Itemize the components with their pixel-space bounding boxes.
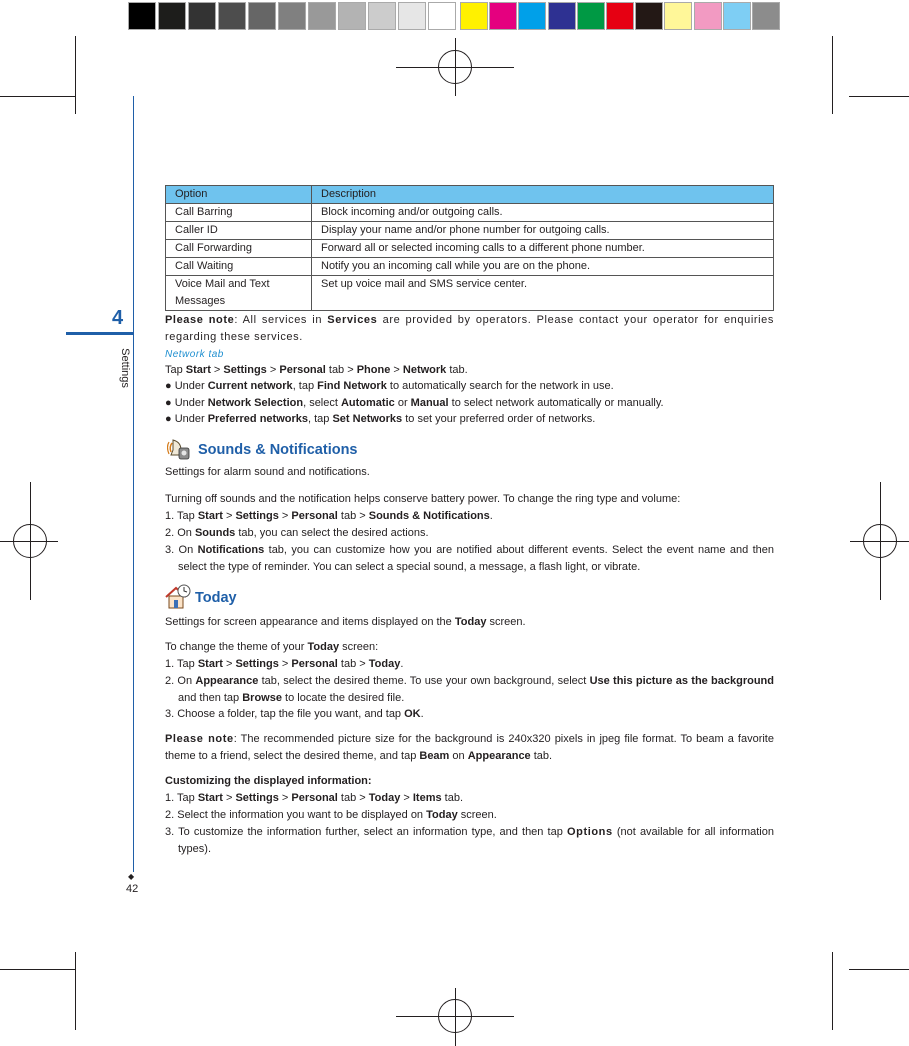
chapter-name: Settings bbox=[119, 348, 131, 388]
table-row bbox=[166, 258, 774, 276]
gray-swatch bbox=[308, 2, 336, 30]
list-item: 2. On Sounds tab, you can select the desired actions. bbox=[165, 527, 429, 539]
color-swatch bbox=[460, 2, 488, 30]
color-swatch bbox=[694, 2, 722, 30]
table-cell: Caller ID bbox=[166, 222, 312, 240]
table-cell: Notify you an incoming call while you are on the phone. bbox=[312, 258, 774, 276]
table-cell: Call Barring bbox=[166, 204, 312, 222]
gray-swatch bbox=[158, 2, 186, 30]
sound-notification-icon bbox=[167, 438, 191, 460]
color-swatch bbox=[606, 2, 634, 30]
list-item: 3. On Notifications tab, you can customize how you are notified about different events. Select the event name and then select the type of reminder. You can select a special sound, a message, a flash light, or vibrate. bbox=[165, 544, 774, 573]
gray-swatch bbox=[428, 2, 456, 30]
table-cell: Voice Mail and Text Messages bbox=[166, 276, 312, 311]
list-item: 1. Tap Start > Settings > Personal tab > Sounds & Notifications. bbox=[165, 510, 493, 522]
gray-swatch bbox=[338, 2, 366, 30]
gray-swatch bbox=[218, 2, 246, 30]
table-cell: Call Waiting bbox=[166, 258, 312, 276]
color-swatch bbox=[518, 2, 546, 30]
color-swatch bbox=[635, 2, 663, 30]
list-item: ● Under Preferred networks, tap Set Networks to set your preferred order of networks. bbox=[165, 413, 596, 425]
gray-swatch bbox=[368, 2, 396, 30]
page-marker-icon: ◆ bbox=[128, 872, 135, 881]
color-swatch bbox=[664, 2, 692, 30]
customize-heading: Customizing the displayed information: bbox=[165, 775, 372, 787]
sounds-paragraph: Turning off sounds and the notification helps conserve battery power. To change the ring type and volume: bbox=[165, 493, 681, 505]
table-row bbox=[166, 204, 774, 222]
network-tab-heading: Network tab bbox=[165, 349, 224, 360]
today-home-icon bbox=[163, 584, 191, 610]
list-item: 2. Select the information you want to be displayed on Today screen. bbox=[165, 809, 497, 821]
services-note: Please note: All services in Services are provided by operators. Please contact your operator for enquiries regarding these services. bbox=[165, 314, 774, 343]
background-note: Please note: The recommended picture size for the background is 240x320 pixels in jpeg file format. To beam a favorite theme to a friend, select the desired theme, and tap Beam on Appearance tab. bbox=[165, 733, 774, 762]
column-header-option: Option bbox=[166, 186, 312, 204]
table-cell: Block incoming and/or outgoing calls. bbox=[312, 204, 774, 222]
table-row bbox=[166, 276, 774, 311]
table-row bbox=[166, 240, 774, 258]
chapter-number: 4 bbox=[112, 307, 124, 329]
table-header-row bbox=[166, 186, 774, 204]
options-table bbox=[165, 185, 774, 311]
sounds-title: Sounds & Notifications bbox=[198, 442, 358, 458]
gray-swatch bbox=[188, 2, 216, 30]
page-number: 42 bbox=[126, 883, 139, 895]
color-swatch bbox=[577, 2, 605, 30]
today-title: Today bbox=[195, 590, 237, 606]
list-item: ● Under Current network, tap Find Network to automatically search for the network in use. bbox=[165, 380, 614, 392]
color-swatch bbox=[723, 2, 751, 30]
list-item: 2. On Appearance tab, select the desired theme. To use your own background, select Use this picture as the background and then tap Browse to locate the desired file. bbox=[165, 675, 774, 704]
list-item: 3. To customize the information further, select an information type, and then tap Options (not available for all information types). bbox=[165, 826, 774, 855]
list-item: 3. Choose a folder, tap the file you want, and tap OK. bbox=[165, 708, 424, 720]
gray-swatch bbox=[128, 2, 156, 30]
column-header-description: Description bbox=[312, 186, 774, 204]
color-swatch bbox=[548, 2, 576, 30]
today-intro: Settings for screen appearance and items displayed on the Today screen. bbox=[165, 616, 526, 628]
list-item: ● Under Network Selection, select Automatic or Manual to select network automatically or manually. bbox=[165, 397, 664, 409]
sounds-section-header bbox=[165, 438, 774, 462]
gray-swatch bbox=[248, 2, 276, 30]
color-swatch bbox=[489, 2, 517, 30]
color-swatch bbox=[752, 2, 780, 30]
gray-swatch bbox=[278, 2, 306, 30]
list-item: 1. Tap Start > Settings > Personal tab > Today. bbox=[165, 658, 404, 670]
today-section-header bbox=[165, 584, 774, 610]
table-cell: Display your name and/or phone number for outgoing calls. bbox=[312, 222, 774, 240]
sounds-intro: Settings for alarm sound and notifications. bbox=[165, 466, 370, 478]
list-item: 1. Tap Start > Settings > Personal tab > Today > Items tab. bbox=[165, 792, 464, 804]
today-theme-intro: To change the theme of your Today screen: bbox=[165, 641, 379, 653]
table-row bbox=[166, 222, 774, 240]
gray-swatch bbox=[398, 2, 426, 30]
network-tab-instruction: Tap Start > Settings > Personal tab > Phone > Network tab. bbox=[165, 364, 468, 376]
table-cell: Set up voice mail and SMS service center. bbox=[312, 276, 774, 311]
table-cell: Call Forwarding bbox=[166, 240, 312, 258]
table-cell: Forward all or selected incoming calls to a different phone number. bbox=[312, 240, 774, 258]
